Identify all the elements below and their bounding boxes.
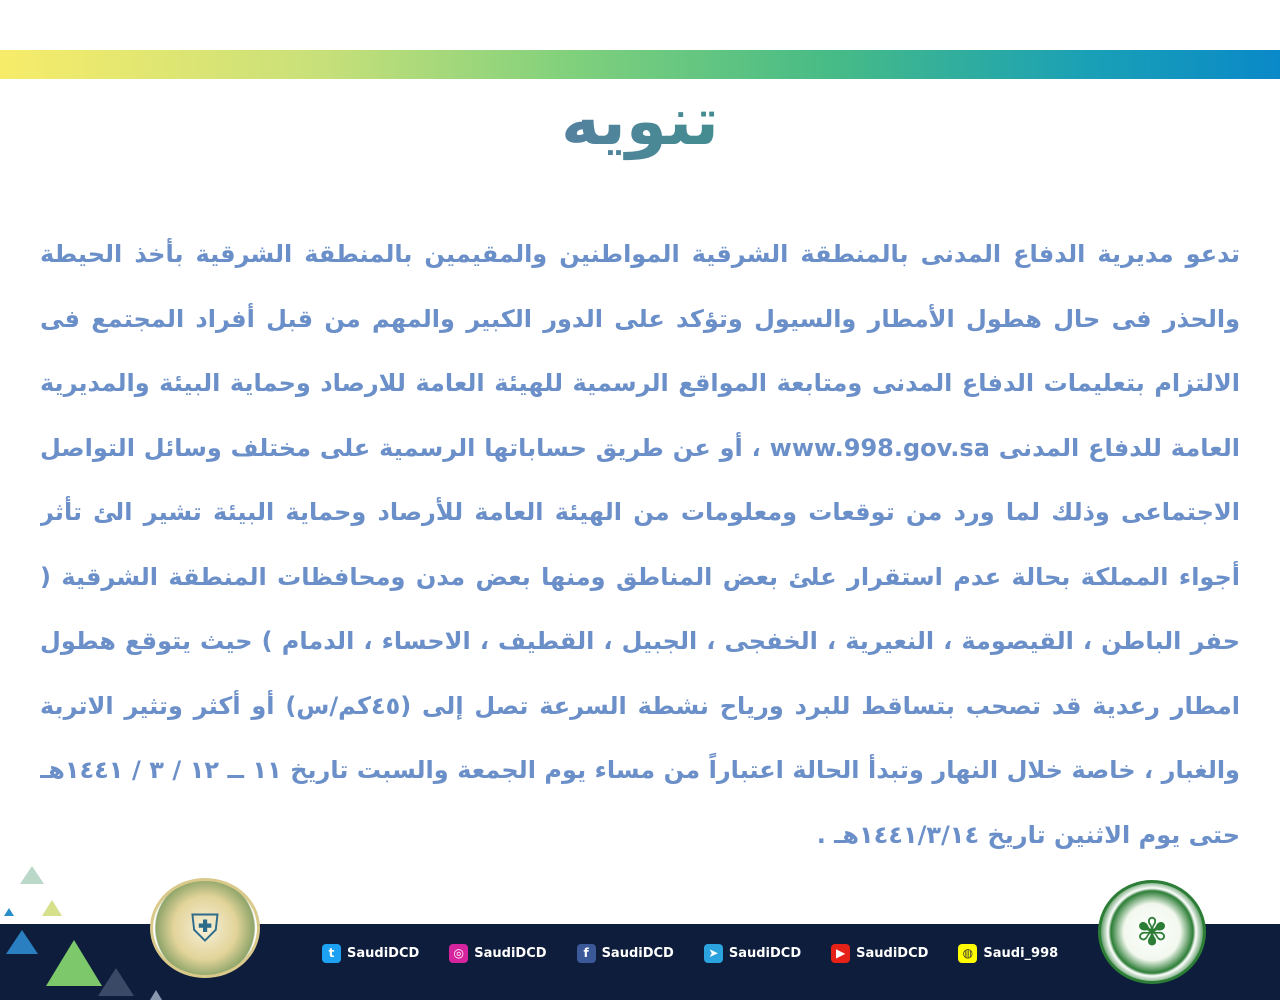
decorative-triangle [42,900,62,916]
social-link-snapchat[interactable] [958,942,1058,964]
social-handle: SaudiDCD [601,945,674,961]
facebook-icon: f [577,944,596,963]
announcement-line: الالتزام بتعليمات الدفاع المدنى ومتابعة المواقع الرسمية للهيئة العامة للارصاد وحماية البيئة والمديرية [40,369,1240,397]
social-handle: SaudiDCD [856,945,929,961]
announcement-line: امطار رعدية قد تصحب بتساقط للبرد ورياح نشطة السرعة تصل إلى (٤٥كم/س) أو أكثر وتثير الاتربة [40,691,1240,720]
twitter-icon: t [322,944,341,963]
social-handle: SaudiDCD [728,945,802,961]
telegram-icon: ➤ [704,944,723,963]
civil-defense-logo [150,878,260,978]
youtube-icon: ▶ [831,944,850,963]
instagram-icon: ◎ [449,944,468,963]
ministry-logo [1098,880,1206,984]
social-links [322,942,1062,964]
social-handle: Saudi_998 [983,945,1059,961]
announcement-line: حتى يوم الاثنين تاريخ ١٤٤١/٣/١٤هـ . [816,820,1240,849]
header-gradient-bar [0,50,1280,79]
social-link-youtube[interactable] [831,942,928,964]
snapchat-icon: ◍ [958,944,977,963]
announcement-line: والغبار ، خاصة خلال النهار وتبدأ الحالة اعتباراً من مساء يوم الجمعة والسبت تاريخ ١١ ــ ١٢ / ٣ / ١٤٤١هـ [40,756,1240,784]
social-handle: SaudiDCD [474,945,547,961]
page-title: تنويه [0,82,1280,162]
announcement-body [40,222,1240,867]
announcement-line: تدعو مديرية الدفاع المدنى بالمنطقة الشرقية المواطنين والمقيمين بالمنطقة الشرقية بأخذ الحيطة [40,240,1240,268]
social-link-twitter[interactable] [322,942,419,964]
announcement-line: والحذر فى حال هطول الأمطار والسيول وتؤكد على الدور الكبير والمهم من قبل أفراد المجتمع فى [40,304,1240,333]
decorative-triangle [6,930,38,954]
announcement-line: أجواء المملكة بحالة عدم استقرار علئ بعض المناطق ومنها بعض مدن ومحافظات المنطقة الشرقية ( [40,562,1240,591]
decorative-triangle [4,908,14,916]
palm-swords-emblem-icon: ✾ [1136,910,1168,954]
civil-defense-emblem-icon: ⛨ [190,906,220,950]
decorative-triangle [20,866,44,884]
announcement-line: الاجتماعى وذلك لما ورد من توقعات ومعلومات من الهيئة العامة للأرصاد وحماية البيئة تشير الئ تأثر [40,498,1240,526]
social-link-facebook[interactable] [577,942,674,964]
announcement-line: العامة للدفاع المدنى www.998.gov.sa ، أو عن طريق حساباتها الرسمية على مختلف وسائل التواصل [40,433,1240,462]
social-link-telegram[interactable] [704,942,801,964]
social-handle: SaudiDCD [347,945,420,961]
decorative-triangle [98,968,134,996]
social-link-instagram[interactable] [449,942,546,964]
decorative-triangle [150,990,162,1000]
announcement-line: حفر الباطن ، القيصومة ، النعيرية ، الخفجى ، الجبيل ، القطيف ، الاحساء ، الدمام ) حيث يتوقع هطول [40,627,1240,655]
decorative-triangle [46,940,102,986]
